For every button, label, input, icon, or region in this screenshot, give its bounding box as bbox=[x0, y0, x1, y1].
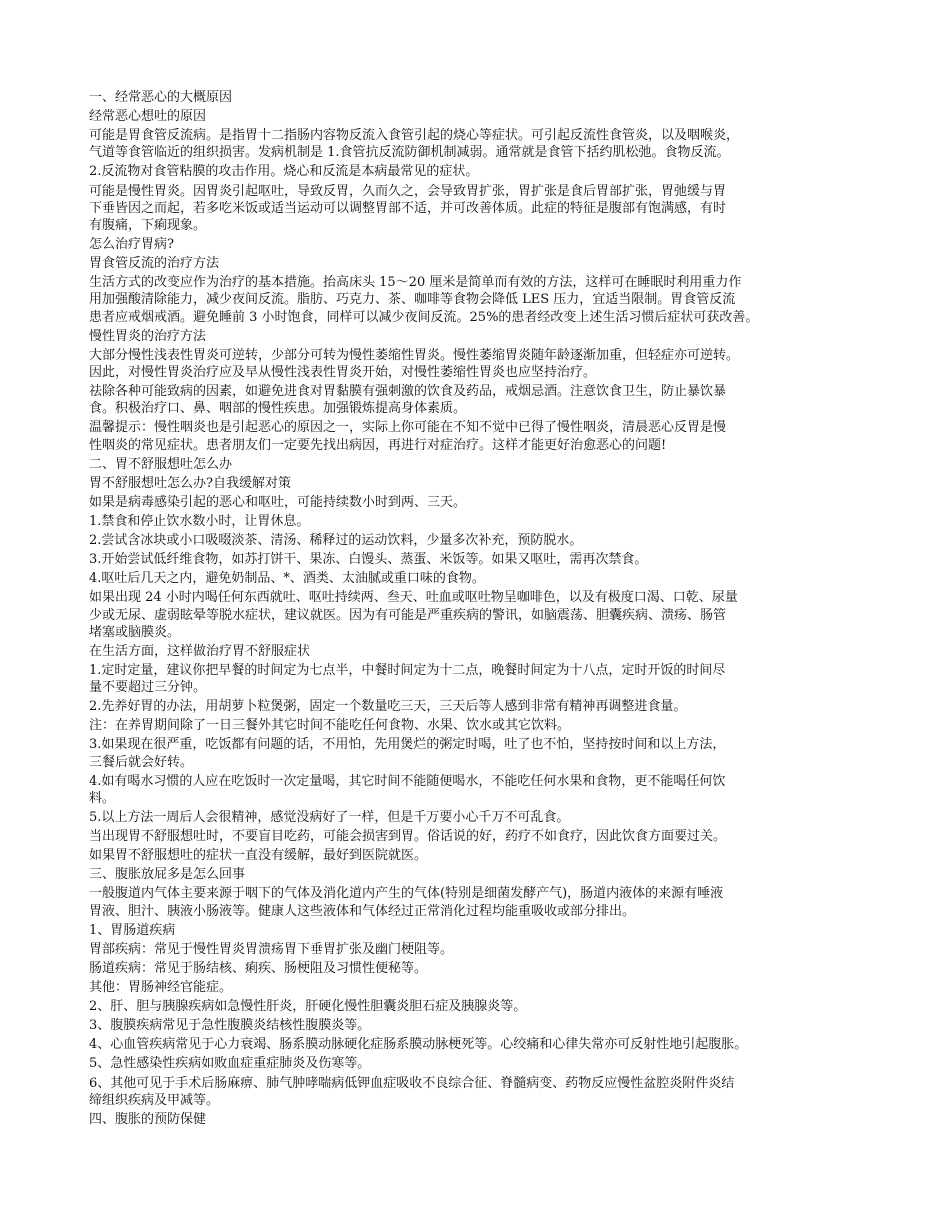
text-line: 1、胃肠道疾病 bbox=[89, 922, 176, 938]
text-line: 2.反流物对食管粘膜的攻击作用。烧心和反流是本病最常见的症状。 bbox=[89, 164, 479, 180]
paragraph bbox=[89, 1075, 879, 1109]
text-line: 一、经常恶心的大概原因 bbox=[89, 90, 233, 105]
text-line: 如果是病毒感染引起的恶心和呕吐，可能持续数小时到两、三天。 bbox=[89, 494, 467, 510]
text-line: 4、心血管疾病常见于心力衰竭、肠系膜动脉硬化症肠系膜动脉梗死等。心绞痛和心律失常亦可反射性地引起腹胀。 bbox=[89, 1037, 748, 1053]
text-line: 4.呕吐后几天之内，避免奶制品、*、酒类、太油腻或重口味的食物。 bbox=[89, 571, 485, 587]
paragraph bbox=[89, 108, 879, 125]
text-line: 胃食管反流的治疗方法 bbox=[89, 256, 220, 272]
paragraph bbox=[89, 998, 879, 1015]
paragraph bbox=[89, 847, 879, 864]
text-line: 三、腹胀放屁多是怎么回事 bbox=[89, 867, 246, 883]
paragraph bbox=[89, 828, 879, 845]
text-line: 性咽炎的常见症状。患者朋友们一定要先找出病因，再进行对症治疗。这样才能更好治愈恶心的问题! bbox=[89, 437, 667, 453]
paragraph bbox=[89, 941, 879, 958]
paragraph bbox=[89, 274, 879, 326]
text-line: 量不要超过三分钟。 bbox=[89, 680, 207, 696]
paragraph bbox=[89, 236, 879, 253]
text-line: 缔组织疾病及甲减等。 bbox=[89, 1092, 220, 1108]
text-line: 1.禁食和停止饮水数小时，让胃休息。 bbox=[89, 514, 310, 530]
text-line: 四、腹胀的预防保健 bbox=[89, 1111, 207, 1127]
text-line: 在生活方面，这样做治疗胃不舒服症状 bbox=[89, 643, 311, 659]
text-line: 患者应戒烟戒酒。避免睡前 3 小时饱食，同样可以减少夜间反流。25%的患者经改变上述生活习惯后症状可获改善。 bbox=[89, 309, 759, 325]
text-line: 生活方式的改变应作为治疗的基本措施。抬高床头 15～20 厘米是简单而有效的方法，这样可在睡眠时利用重力作 bbox=[89, 275, 742, 291]
paragraph bbox=[89, 698, 879, 715]
paragraph bbox=[89, 383, 879, 417]
paragraph bbox=[89, 589, 879, 641]
paragraph bbox=[89, 456, 879, 473]
text-line: 5.以上方法一周后人会很精神，感觉没病好了一样，但是千万要小心千万不可乱食。 bbox=[89, 810, 570, 826]
paragraph bbox=[89, 183, 879, 235]
text-line: 1.定时定量，建议你把早餐的时间定为七点半，中餐时间定为十二点，晚餐时间定为十八点，定时开饭的时间尽 bbox=[89, 663, 726, 678]
text-line: 肠道疾病：常见于肠结核、痢疾、肠梗阻及习惯性便秘等。 bbox=[89, 960, 428, 976]
paragraph bbox=[89, 419, 879, 453]
text-line: 有腹痛，下痢现象。 bbox=[89, 217, 207, 233]
text-line: 堵塞或脑膜炎。 bbox=[89, 624, 181, 640]
paragraph bbox=[89, 736, 879, 770]
paragraph bbox=[89, 570, 879, 587]
text-line: 大部分慢性浅表性胃炎可逆转，少部分可转为慢性萎缩性胃炎。慢性萎缩胃炎随年龄逐渐加重，但轻症亦可逆转。 bbox=[89, 347, 740, 363]
paragraph bbox=[89, 328, 879, 345]
text-line: 怎么治疗胃病? bbox=[89, 237, 174, 253]
text-line: 用加强酸清除能力，减少夜间反流。脂肪、巧克力、茶、咖啡等食物会降低 LES 压力，宜适当限制。胃食管反流 bbox=[89, 292, 736, 308]
paragraph bbox=[89, 1055, 879, 1072]
paragraph bbox=[89, 494, 879, 511]
text-line: 当出现胃不舒服想吐时，不要盲目吃药，可能会损害到胃。俗话说的好，药疗不如食疗，因此饮食方面要过关。 bbox=[89, 829, 727, 845]
text-line: 5、急性感染性疾病如败血症重症肺炎及伤寒等。 bbox=[89, 1056, 371, 1072]
paragraph bbox=[89, 809, 879, 826]
text-line: 3、腹膜疾病常见于急性腹膜炎结核性腹膜炎等。 bbox=[89, 1018, 371, 1034]
paragraph bbox=[89, 255, 879, 272]
text-line: 慢性胃炎的治疗方法 bbox=[89, 328, 207, 344]
text-line: 少或无尿、虚弱眩晕等脱水症状，建议就医。因为有可能是严重疾病的警讯，如脑震荡、胆囊疾病、溃疡、肠管 bbox=[89, 607, 727, 623]
text-line: 如果胃不舒服想吐的症状一直没有缓解，最好到医院就医。 bbox=[89, 848, 428, 864]
text-line: 温馨提示：慢性咽炎也是引起恶心的原因之一，实际上你可能在不知不觉中已得了慢性咽炎，清晨恶心反胃是慢 bbox=[89, 420, 727, 436]
paragraph bbox=[89, 551, 879, 568]
paragraph bbox=[89, 773, 879, 807]
document-body bbox=[89, 89, 879, 1130]
text-line: 三餐后就会好转。 bbox=[89, 754, 194, 770]
text-line: 注：在养胃期间除了一日三餐外其它时间不能吃任何食物、水果、饮水或其它饮料。 bbox=[89, 718, 571, 734]
text-line: 2、肝、胆与胰腺疾病如急慢性肝炎，肝硬化慢性胆囊炎胆石症及胰腺炎等。 bbox=[89, 999, 527, 1015]
text-line: 其他：胃肠神经官能症。 bbox=[89, 980, 233, 996]
text-line: 一般腹道内气体主要来源于咽下的气体及消化道内产生的气体(特别是细菌发酵产气)，肠道内液体的来源有唾液 bbox=[89, 886, 724, 902]
paragraph bbox=[89, 1036, 879, 1053]
paragraph bbox=[89, 1017, 879, 1034]
text-line: 祛除各种可能致病的因素，如避免进食对胃黏膜有强刺激的饮食及药品，戒烟忌酒。注意饮食卫生，防止暴饮暴 bbox=[89, 384, 727, 400]
paragraph bbox=[89, 1111, 879, 1128]
text-line: 可能是慢性胃炎。因胃炎引起呕吐，导致反胃，久而久之，会导致胃扩张，胃扩张是食后胃部扩张，胃弛缓与胃 bbox=[89, 183, 727, 199]
paragraph bbox=[89, 532, 879, 549]
text-line: 因此，对慢性胃炎治疗应及早从慢性浅表性胃炎开始，对慢性萎缩性胃炎也应坚持治疗。 bbox=[89, 365, 597, 381]
paragraph bbox=[89, 979, 879, 996]
text-line: 胃液、胆汁、胰液小肠液等。健康人这些液体和气体经过正常消化过程均能重吸收或部分排出。 bbox=[89, 903, 636, 919]
text-line: 2.先养好胃的办法，用胡萝卜粒煲粥，固定一个数量吃三天，三天后等人感到非常有精神再调整进食量。 bbox=[89, 699, 687, 715]
text-line: 料。 bbox=[89, 790, 116, 806]
text-line: 3.如果现在很严重，吃饭都有问题的话，不用怕，先用煲烂的粥定时喝，吐了也不怕，坚持按时间和以上方法， bbox=[89, 737, 726, 753]
text-line: 3.开始尝试低纤维食物，如苏打饼干、果冻、白馒头、蒸蛋、米饭等。如果又呕吐，需再次禁食。 bbox=[89, 552, 648, 568]
paragraph bbox=[89, 717, 879, 734]
text-line: 气道等食管临近的组织损害。发病机制是 1.食管抗反流防御机制减弱。通常就是食管下括约肌松弛。食物反流。 bbox=[89, 145, 730, 161]
text-line: 可能是胃食管反流病。是指胃十二指肠内容物反流入食管引起的烧心等症状。可引起反流性食管炎，以及咽喉炎， bbox=[89, 128, 740, 144]
paragraph bbox=[89, 347, 879, 381]
paragraph bbox=[89, 922, 879, 939]
paragraph bbox=[89, 885, 879, 919]
paragraph bbox=[89, 475, 879, 492]
text-line: 经常恶心想吐的原因 bbox=[89, 109, 207, 125]
text-line: 二、胃不舒服想吐怎么办 bbox=[89, 456, 233, 472]
paragraph bbox=[89, 662, 879, 696]
text-line: 胃部疾病：常见于慢性胃炎胃溃疡胃下垂胃扩张及幽门梗阻等。 bbox=[89, 941, 454, 957]
text-line: 2.尝试含冰块或小口吸啜淡茶、清汤、稀释过的运动饮料，少量多次补充，预防脱水。 bbox=[89, 533, 583, 549]
text-line: 4.如有喝水习惯的人应在吃饭时一次定量喝，其它时间不能随便喝水，不能吃任何水果和食物，更不能喝任何饮 bbox=[89, 773, 726, 789]
text-line: 6、其他可见于手术后肠麻痹、肺气肿哮喘病低钾血症吸收不良综合征、脊髓病变、药物反应慢性盆腔炎附件炎结 bbox=[89, 1075, 735, 1091]
text-line: 下垂皆因之而起，若多吃米饭或适当运动可以调整胃部不适，并可改善体质。此症的特征是腹部有饱满感，有时 bbox=[89, 200, 727, 216]
text-line: 食。积极治疗口、鼻、咽部的慢性疾患。加强锻炼提高身体素质。 bbox=[89, 401, 467, 417]
text-line: 如果出现 24 小时内喝任何东西就吐、呕吐持续两、叁天、吐血或呕吐物呈咖啡色，以及有极度口渴、口乾、尿量 bbox=[89, 590, 738, 606]
paragraph bbox=[89, 960, 879, 977]
paragraph bbox=[89, 513, 879, 530]
paragraph bbox=[89, 127, 879, 161]
text-line: 胃不舒服想吐怎么办?自我缓解对策 bbox=[89, 475, 291, 491]
paragraph bbox=[89, 163, 879, 180]
paragraph bbox=[89, 89, 879, 106]
paragraph bbox=[89, 866, 879, 883]
paragraph bbox=[89, 643, 879, 660]
